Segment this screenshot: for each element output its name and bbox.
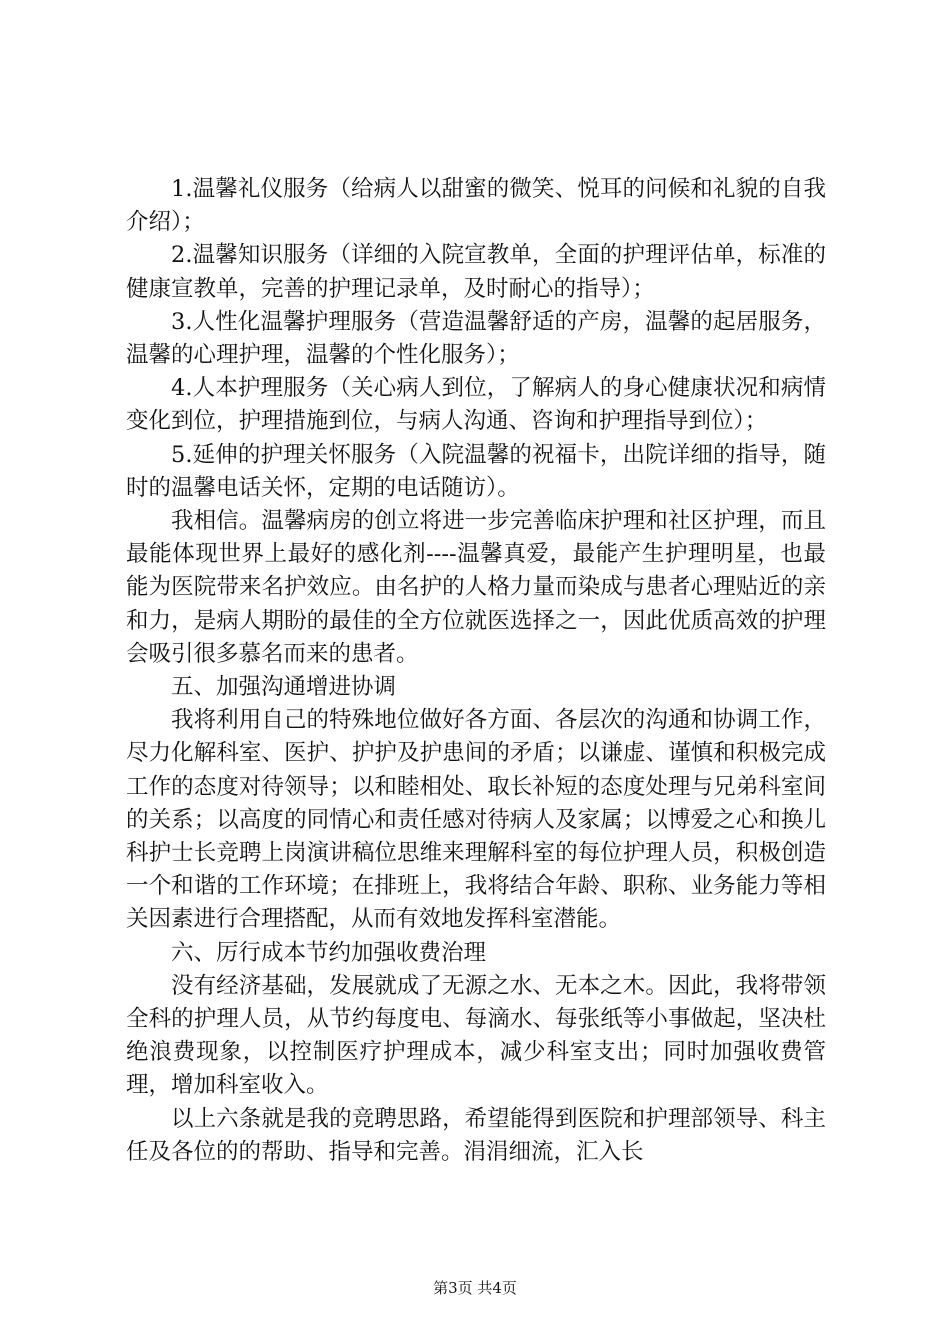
paragraph-service-2: 2.温馨知识服务（详细的入院宣教单，全面的护理评估单，标准的健康宣教单，完善的护理记录单，及时耐心的指导）； [126,242,826,302]
paragraph-service-1: 1.温馨礼仪服务（给病人以甜蜜的微笑、悦耳的问候和礼貌的自我介绍）； [126,176,826,236]
paragraph-communication: 我将利用自己的特殊地位做好各方面、各层次的沟通和协调工作，尽力化解科室、医护、护护及护患间的矛盾；以谦虚、谨慎和积极完成工作的态度对待领导；以和睦相处、取长补短的态度处理与兄弟科室间的关系；以高度的同情心和责任感对待病人及家属；以博爱之心和换儿科护士长竞聘上岗演讲稿位思维来理解科室的每位护理人员，积极创造一个和谐的工作环境；在排班上，我将结合年龄、职称、业务能力等相关因素进行合理搭配，从而有效地发挥科室潜能。 [126,707,826,933]
paragraph-conclusion: 以上六条就是我的竞聘思路，希望能得到医院和护理部领导、科主任及各位的的帮助、指导和完善。涓涓细流，汇入长 [126,1105,826,1165]
section-heading-5: 五、加强沟通增进协调 [171,674,397,701]
page-number-footer: 第3页 共4页 [433,1279,517,1297]
paragraph-service-5: 5.延伸的护理关怀服务（入院温馨的祝福卡，出院详细的指导，随时的温馨电话关怀，定期的电话随访）。 [126,441,826,501]
paragraph-service-4: 4.人本护理服务（关心病人到位，了解病人的身心健康状况和病情变化到位，护理措施到位，与病人沟通、咨询和护理指导到位）； [126,375,826,435]
paragraph-belief: 我相信。温馨病房的创立将进一步完善临床护理和社区护理，而且最能体现世界上最好的感化剂----温馨真爱，最能产生护理明星，也最能为医院带来名护效应。由名护的人格力量而染成与患者心理贴近的亲和力，是病人期盼的最佳的全方位就医选择之一，因此优质高效的护理会吸引很多慕名而来的患者。 [126,508,826,667]
section-heading-6: 六、厉行成本节约加强收费治理 [171,939,487,966]
document-body [126,173,826,1169]
paragraph-service-3: 3.人性化温馨护理服务（营造温馨舒适的产房，温馨的起居服务，温馨的心理护理，温馨的个性化服务）； [126,308,826,369]
paragraph-cost-saving: 没有经济基础，发展就成了无源之水、无本之木。因此，我将带领全科的护理人员，从节约每度电、每滴水、每张纸等小事做起，坚决杜绝浪费现象，以控制医疗护理成本，减少科室支出；同时加强收费管理，增加科室收入。 [126,972,826,1099]
